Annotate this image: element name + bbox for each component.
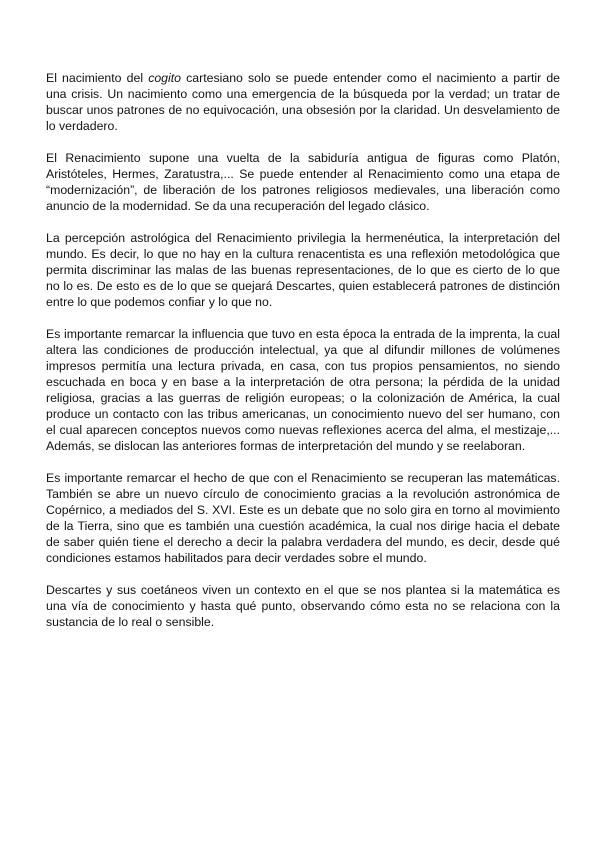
document-page [46, 70, 560, 646]
paragraph-percepcion-astrologica: La percepción astrológica del Renacimiento privilegia la hermenéutica, la interpretación del mundo. Es decir, lo que no hay en la cultura renacentista es una reflexión metodológica que permita discriminar las malas de las buenas representaciones, de lo que es cierto de lo que no lo es. De esto es de lo que se quejará Descartes, quien establecerá patrones de distinción entre lo que podemos confiar y lo que no. [46, 231, 560, 309]
paragraph-text-before: El nacimiento del [46, 71, 149, 85]
paragraph-text-after: cartesiano solo se puede entender como el nacimiento a partir de una crisis. Un nacimiento como una emergencia de la búsqueda por la verdad; un tratar de buscar unos patrones de no equivocación, una obsesión por la claridad. Un desvelamiento de lo verdadero. [46, 71, 561, 133]
paragraph-matematicas: Es importante remarcar el hecho de que con el Renacimiento se recuperan las matemáticas. También se abre un nuevo círculo de conocimiento gracias a la revolución astronómica de Copérnico, a mediados del S. XVI. Este es un debate que no solo gira en torno al movimiento de la Tierra, sino que es también una cuestión académica, la cual nos dirige hacia el debate de saber quién tiene el derecho a decir la palabra verdadera del mundo, es decir, desde qué condiciones estamos habilitados para decir verdades sobre el mundo. [46, 471, 560, 565]
paragraph-renacimiento: El Renacimiento supone una vuelta de la sabiduría antigua de figuras como Platón, Aristóteles, Hermes, Zaratustra,... Se puede entender al Renacimiento como una etapa de “modernización”, de liberación de los patrones religiosos medievales, una liberación como anuncio de la modernidad. Se da una recuperación del legado clásico. [46, 151, 560, 213]
emphasis-cogito: cogito [148, 71, 182, 85]
paragraph-descartes: Descartes y sus coetáneos viven un contexto en el que se nos plantea si la matemática es una vía de conocimiento y hasta qué punto, observando cómo esta no se relaciona con la sustancia de lo real o sensible. [46, 583, 560, 629]
paragraph-cogito [46, 70, 560, 134]
paragraph-imprenta: Es importante remarcar la influencia que tuvo en esta época la entrada de la imprenta, la cual altera las condiciones de producción intelectual, ya que al difundir millones de volúmenes impresos permitía una lectura privada, en casa, con tus propios pensamientos, no siendo escuchada en boca y en base a la interpretación de otra persona; la pérdida de la unidad religiosa, gracias a las guerras de religión europeas; o la colonización de América, la cual produce un contacto con las tribus americanas, un conocimiento nuevo del ser humano, con el cual aparecen conceptos nuevos como nuevas reflexiones acerca del alma, el mestizaje,... Además, se dislocan las anteriores formas de interpretación del mundo y se reelaboran. [46, 327, 560, 453]
